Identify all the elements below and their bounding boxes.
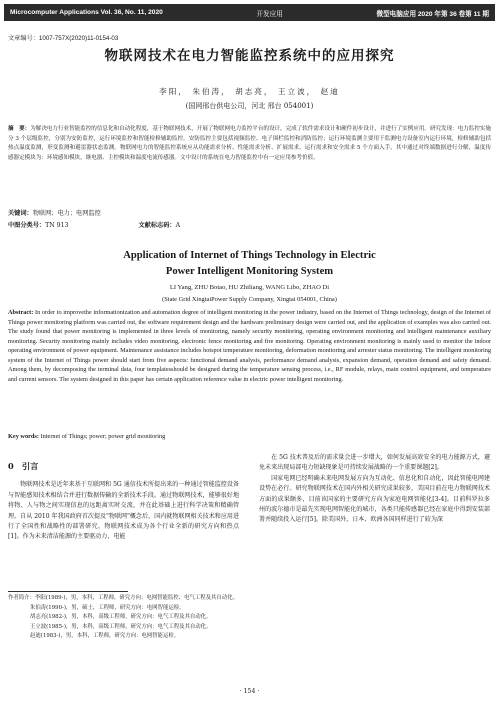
running-header [4, 4, 495, 21]
classification-label: 中图分类号： [8, 222, 46, 229]
abstract-label-cn: 摘 要： [8, 126, 31, 132]
document-code [138, 220, 180, 229]
section-heading-intro: 0 引言 [8, 461, 39, 471]
author-bio-4: 王立波(1985-)，男，本科，高级工程师，研究方向：电气工程及其自动化。 [30, 623, 212, 630]
classification-line [8, 220, 180, 229]
footnote-divider [8, 591, 128, 592]
page-number: · 154 · [239, 688, 260, 695]
document-code-label: 文献标志码： [138, 222, 176, 229]
body-column-right [259, 453, 490, 526]
paper-title-en [0, 248, 499, 280]
keywords-text-cn: 物联网；电力；电网监控 [32, 210, 101, 217]
abstract-cn [8, 125, 491, 163]
abstract-label-en: Abstract: [8, 309, 34, 316]
author-bio-2: 朱伯涛(1990-)，男，硕士，工程师，研究方向：电网智能运检。 [30, 604, 185, 611]
intro-paragraph-1: 物联网技术是近年来基于互联网和 5G 通信技术所提出来的一种通过智能监控设备与智能感知技术相结合并进行数据传输的全新技术手段。通过物联网技术，能够很好地将物、人与物之间实现信息的远距离实时交流，并在此基础上进行科学决策和精确管理。自从 2010 年我国政府首次提及"物联网"概念后，国内就物联网相关技术和应用进行了全国性和战略性的部署研究，物联网技术成为各个行业全新的研究方向和热点[1]。作为未来清洁能源的主要驱动力，电能 [8, 481, 239, 541]
author-bio-3: 胡志亮(1982-)，男，本科，高级工程师，研究方向：电气工程及其自动化。 [30, 614, 212, 621]
journal-name-cn: 微型电脑应用 2020 年第 36 卷第 11 期 [376, 10, 489, 18]
abstract-text-en: In order to improvethe informationization and automation degree of intelligent monitoring in the power industry, based on the Internet of Things technology, design of the Internet of Things power monitoring platform was carried out, the software requirement design and the hardware preliminary design were carried out, and the application of examples was also carried out. The study found that power monitoring is implemented in three levels of monitoring, namely security monitoring, operating environment monitoring and intelligent maintenance auxiliary monitoring. Security monitoring mainly includes video monitoring, electronic fence monitoring and fire monitoring. Operating environment monitoring is mainly used to monitor the indoor operating environment of power equipment. Maintenance assistance includes hotspot temperature monitoring, deformation monitoring and arrester status monitoring. The intelligent monitoring system of the Internet of Things power should start from five aspects: functional demand analysis, performance demand analysis, expansion demand, operation demand and safety demand. Among them, by decomposing the terminal data, four templatesshould be designed during the temperature sensing process, i.e., RF module, relays, main control equipment, and temperature and current sensors. The system designed in this paper has certain application reference value in electric power intelligent monitoring. [8, 309, 491, 383]
affiliation-en: (State Grid XingtaiPower Supply Company, Xingtai 054001, China) [162, 296, 337, 303]
author-biographies [8, 594, 491, 642]
abstract-text-cn: 为解决电力行业智能监控的信息化和自动化程度，基于物联网技术，开展了物联网电力监控平台的设计，完成了软件需求设计和硬件初步设计，并进行了实例应用。研究发现：电力监控实施分 3 个层级监控，分别为安防监控，运行环境监控和智能检修辅助监控。安防监控主要包括视频监控、电子围栏监控和消防监控；运行环境监测主要用于监测电力设备室内运行环境，检修辅助包括热点温度监测，形变监测和避雷器状态监测。物联网电力的智能监控系统应从功能需求分析、性能需求分析、扩展需求、运行需求和安全需求 5 个方面入手，其中通过对终端数据进行分解，温度传感器定模块为：环境感知模块，继电器、主控模块和温度电流传感器。文中设计的系统在电力智能监控中有一定应用参考价值。 [8, 126, 492, 161]
document-code-value: A [175, 222, 181, 229]
keywords-label-cn: 关键词： [8, 210, 33, 217]
affiliation-cn: (国网邢台供电公司，河北 邢台 054001) [185, 102, 314, 110]
intro-paragraph-2: 在 5G 技术普及后的需求量会进一步增大，如何发展高效安全的电力能源方式，避免未来出现局部电力短缺现象是可持续发展战略的一个重要课题[2]。 [259, 454, 490, 472]
abstract-en [8, 308, 491, 384]
author-bio-5: 赵迪(1983-)，男，本科，工程师，研究方向：电网智能运检。 [30, 633, 180, 640]
author-bio-1: 作者简介：李阳(1989-)，男，本科，工程师，研究方向：电网智能监控、电气工程及其自动化。 [8, 595, 238, 601]
authors-cn: 李阳， 朱伯涛， 胡志亮， 王立波， 赵迪 [159, 87, 340, 96]
paper-title-en-line2: Power Intelligent Monitoring System [165, 266, 334, 277]
paper-title-en-line1: Application of Internet of Things Technology in Electric [123, 250, 376, 261]
keywords-cn [8, 208, 101, 217]
intro-paragraph-3: 国家电网已经明确未来电网发展方向为互动化、信息化和自动化，因此智能电网建设势在必行。研究物联网技术在国内外相关研究成果较多，美国目前在电力物联网技术方面的成果颇多，目前该国家的主要研究方向为家庭电网智能化[3-4]。目前科罗拉多州的波尔德市是最先实现电网智能化的城市，各类只能传感器已经在家庭中得到安装部署并随续投入运行[5]。除美国外，日本、欧洲各国同样进行了较为深 [259, 474, 490, 524]
keywords-text-en: Internet of Things; power; power grid monitoring [40, 433, 166, 440]
body-column-left [8, 453, 239, 543]
classification-number [8, 220, 68, 229]
journal-name-en: Microcomputer Applications Vol. 36, No. 11, 2020 [10, 9, 163, 16]
paper-title-cn: 物联网技术在电力智能监控系统中的应用探究 [104, 48, 395, 64]
article-number: 文章编号：1007-757X(2020)11-0154-03 [8, 35, 119, 42]
authors-en: LI Yang, ZHU Botao, HU Zhiliang, WANG Libo, ZHAO Di [169, 284, 330, 291]
keywords-en [8, 433, 165, 440]
keywords-label-en: Key words: [8, 433, 39, 440]
classification-value: TN 913 [45, 222, 69, 229]
section-name: 开发应用 [256, 10, 283, 18]
